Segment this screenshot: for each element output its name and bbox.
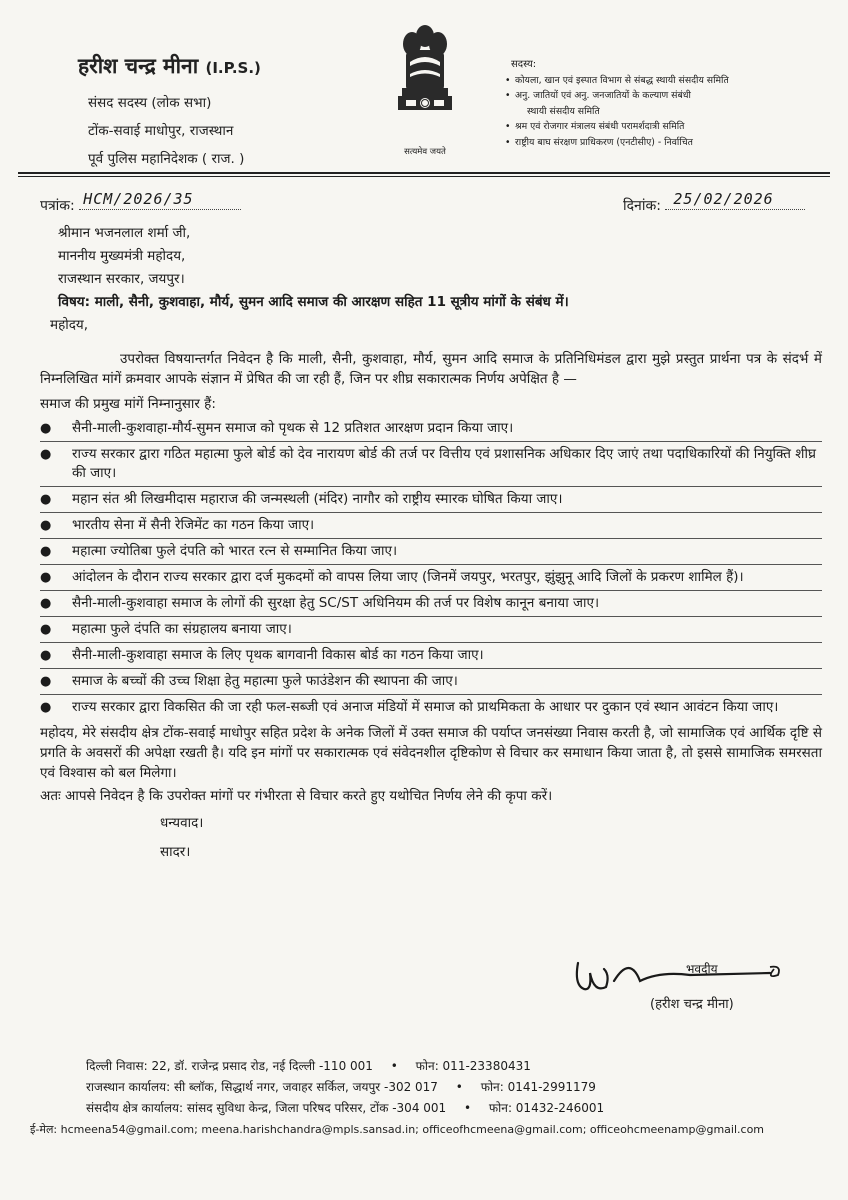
- bullet-icon: ●: [40, 648, 52, 663]
- national-emblem-icon: [392, 22, 458, 148]
- row-rule: [40, 538, 822, 539]
- demand-item: [40, 672, 822, 695]
- constituency: टोंक-सवाई माधोपुर, राजस्थान: [88, 123, 234, 139]
- bullet-icon: ●: [40, 544, 52, 559]
- footer-email: [30, 1119, 820, 1140]
- demand-item: [40, 445, 822, 487]
- footer-constituency: [30, 1098, 820, 1119]
- separator-dot: •: [455, 1080, 463, 1094]
- const-label: संसदीय क्षेत्र कार्यालय:: [86, 1101, 184, 1115]
- row-rule: [40, 486, 822, 487]
- date-value: 25/02/2026: [673, 190, 774, 208]
- date-label: दिनांक:: [623, 198, 661, 214]
- demand-text: राज्य सरकार द्वारा गठित महात्मा फुले बोर्ड को देव नारायण बोर्ड की तर्ज पर वित्तीय एवं प्रशासनिक अधिकार दिए जाएं तथा पदाधिकारियों की नियुक्ति शीघ्र की जाए।: [72, 446, 816, 481]
- letterhead-footer: [30, 1056, 820, 1140]
- row-rule: [40, 694, 822, 695]
- demand-item: [40, 542, 822, 565]
- raj-address: सी ब्लॉक, सिद्धार्थ नगर, जवाहर सर्किल, जयपुर -302 017: [173, 1080, 438, 1094]
- demand-item: [40, 594, 822, 617]
- row-rule: [40, 642, 822, 643]
- separator-dot: •: [464, 1101, 472, 1115]
- separator-dot: •: [390, 1059, 398, 1073]
- intro-paragraph: उपरोक्त विषयान्तर्गत निवेदन है कि माली, सैनी, कुशवाहा, मौर्य, सुमन आदि समाज के प्रतिनिधिमंडल द्वारा मुझे प्रस्तुत प्रार्थना पत्र के संदर्भ में निम्नलिखित मांगें क्रमवार आपके संज्ञान में प्रेषित की जा रही हैं, जिन पर शीघ्र सकारात्मक निर्णय अपेक्षित है —: [40, 351, 822, 387]
- bullet-icon: ●: [40, 674, 52, 689]
- letterhead-identity: [78, 52, 378, 167]
- bullet-icon: ●: [40, 421, 52, 436]
- delhi-address: 22, डॉ. राजेन्द्र प्रसाद रोड, नई दिल्ली -110 001: [151, 1059, 373, 1073]
- signatory-name: (हरीश चन्द्र मीना): [650, 997, 734, 1012]
- date-line: [665, 190, 805, 210]
- row-rule: [40, 616, 822, 617]
- membership-item: • राष्ट्रीय बाघ संरक्षण प्राधिकरण (एनटीसीए) - निर्वाचित: [505, 135, 835, 151]
- demand-text: समाज के बच्चों की उच्च शिक्षा हेतु महात्मा फुले फाउंडेशन की स्थापना की जाए।: [72, 673, 458, 689]
- thanks-line: धन्यवाद।: [160, 815, 204, 831]
- bullet-icon: ●: [40, 622, 52, 637]
- header-rule-thin: [18, 176, 830, 177]
- mp-name-text: हरीश चन्द्र मीना: [78, 54, 199, 78]
- bullet-icon: ●: [40, 492, 52, 507]
- salutation: महोदय,: [50, 317, 89, 333]
- demand-item: [40, 646, 822, 669]
- bullet-icon: ●: [40, 700, 52, 715]
- demand-item: [40, 568, 822, 591]
- row-rule: [40, 668, 822, 669]
- footer-rajasthan: [30, 1077, 820, 1098]
- demand-item: [40, 698, 822, 717]
- ref-value: HCM/2026/35: [83, 190, 194, 208]
- addressee-line: राजस्थान सरकार, जयपुर।: [58, 271, 185, 287]
- raj-phone: फोन: 0141-2991179: [480, 1080, 596, 1094]
- demand-text: आंदोलन के दौरान राज्य सरकार द्वारा दर्ज मुकदमों को वापस लिया जाए (जिनमें जयपुर, भरतपुर, झुंझुनू आदि जिलों के प्रकरण शामिल हैं)।: [72, 569, 744, 585]
- raj-label: राजस्थान कार्यालय:: [86, 1080, 171, 1094]
- row-rule: [40, 512, 822, 513]
- letter-body: [40, 222, 822, 864]
- demand-text: सैनी-माली-कुशवाहा समाज के लिए पृथक बागवानी विकास बोर्ड का गठन किया जाए।: [72, 647, 484, 663]
- ref-label: पत्रांक:: [40, 198, 75, 214]
- email-list: hcmeena54@gmail.com; meena.harishchandra@mpls.sansad.in; officeofhcmeena@gmail.com; officeohcmeenamp@gmail.com: [60, 1123, 765, 1136]
- yours-faithfully: भवदीय: [686, 962, 718, 976]
- designation: संसद सदस्य (लोक सभा): [88, 95, 212, 111]
- membership-item-continued: स्थायी संसदीय समिति: [527, 105, 600, 117]
- addressee-line: माननीय मुख्यमंत्री महोदय,: [58, 248, 186, 264]
- row-rule: [40, 564, 822, 565]
- demand-text: महान संत श्री लिखमीदास महाराज की जन्मस्थली (मंदिर) नागौर को राष्ट्रीय स्मारक घोषित किया जाए।: [72, 491, 563, 507]
- closing-paragraph: महोदय, मेरे संसदीय क्षेत्र टोंक-सवाई माधोपुर सहित प्रदेश के अनेक जिलों में उक्त समाज की पर्याप्त जनसंख्या निवास करती है, जो सामाजिक एवं आर्थिक दृष्टि से प्रगति के अवसरों की अपेक्षा रखती है। यदि इन मांगों पर सकारात्मक एवं संवेदनशील दृष्टिकोण से विचार कर समाधान किया जाता है, तो इससे सामाजिक समरसता एवं विश्वास को बल मिलेगा।: [40, 725, 822, 781]
- membership-item: • कोयला, खान एवं इस्पात विभाग से संबद्ध स्थायी संसदीय समिति: [505, 73, 835, 89]
- demand-item: [40, 490, 822, 513]
- addressee-line: श्रीमान भजनलाल शर्मा जी,: [58, 225, 191, 241]
- delhi-phone: फोन: 011-23380431: [415, 1059, 531, 1073]
- subject-line: विषय: माली, सैनी, कुशवाहा, मौर्य, सुमन आदि समाज की आरक्षण सहित 11 सूत्रीय मांगों के संबंध में।: [58, 294, 569, 310]
- demand-item: [40, 419, 822, 442]
- row-rule: [40, 441, 822, 442]
- delhi-label: दिल्ली निवास:: [86, 1059, 148, 1073]
- former-post: पूर्व पुलिस महानिदेशक ( राज. ): [88, 151, 245, 167]
- demand-text: महात्मा ज्योतिबा फुले दंपति को भारत रत्न से सम्मानित किया जाए।: [72, 543, 398, 559]
- row-rule: [40, 590, 822, 591]
- bullet-icon: ●: [40, 518, 52, 533]
- membership-item: • अनु. जातियों एवं अनु. जनजातियों के कल्याण संबंधी: [505, 88, 835, 104]
- mp-name: [78, 52, 378, 80]
- bullet-icon: ●: [40, 447, 52, 462]
- demand-text: भारतीय सेना में सैनी रेजिमेंट का गठन किया जाए।: [72, 517, 315, 533]
- ips-suffix: (I.P.S.): [205, 59, 261, 77]
- regards-line: सादर।: [160, 844, 191, 860]
- request-line: अतः आपसे निवेदन है कि उपरोक्त मांगों पर गंभीरता से विचार करते हुए यथोचित निर्णय लेने की कृपा करें।: [40, 788, 553, 804]
- demand-text: सैनी-माली-कुशवाहा-मौर्य-सुमन समाज को पृथक से 12 प्रतिशत आरक्षण प्रदान किया जाए।: [72, 420, 514, 436]
- bullet-icon: ●: [40, 570, 52, 585]
- header-rule: [18, 172, 830, 174]
- demand-text: महात्मा फुले दंपति का संग्रहालय बनाया जाए।: [72, 621, 292, 637]
- demand-item: [40, 620, 822, 643]
- reference-number: [40, 190, 241, 215]
- memberships-heading: सदस्य:: [511, 59, 537, 70]
- letter-date: [623, 190, 805, 215]
- email-label: ई-मेल:: [30, 1123, 58, 1136]
- demand-item: [40, 516, 822, 539]
- demand-text: सैनी-माली-कुशवाहा समाज के लोगों की सुरक्षा हेतु SC/ST अधिनियम की तर्ज पर विशेष कानून बनाया जाए।: [72, 595, 600, 611]
- demand-text: राज्य सरकार द्वारा विकसित की जा रही फल-सब्जी एवं अनाज मंडियों में समाज को प्राथमिकता के आधार पर दुकान एवं स्थान आवंटन किया जाए।: [72, 699, 779, 715]
- memberships-block: [505, 57, 835, 150]
- emblem-motto: सत्यमेव जयते: [404, 147, 446, 157]
- const-phone: फोन: 01432-246001: [488, 1101, 605, 1115]
- footer-delhi: [30, 1056, 820, 1077]
- ref-line: [79, 190, 241, 210]
- const-address: सांसद सुविधा केन्द्र, जिला परिषद परिसर, टोंक -304 001: [186, 1101, 447, 1115]
- demands-heading: समाज की प्रमुख मांगें निम्नानुसार हैं:: [40, 396, 216, 412]
- bullet-icon: ●: [40, 596, 52, 611]
- membership-item: • श्रम एवं रोजगार मंत्रालय संबंधी परामर्शदात्री समिति: [505, 119, 835, 135]
